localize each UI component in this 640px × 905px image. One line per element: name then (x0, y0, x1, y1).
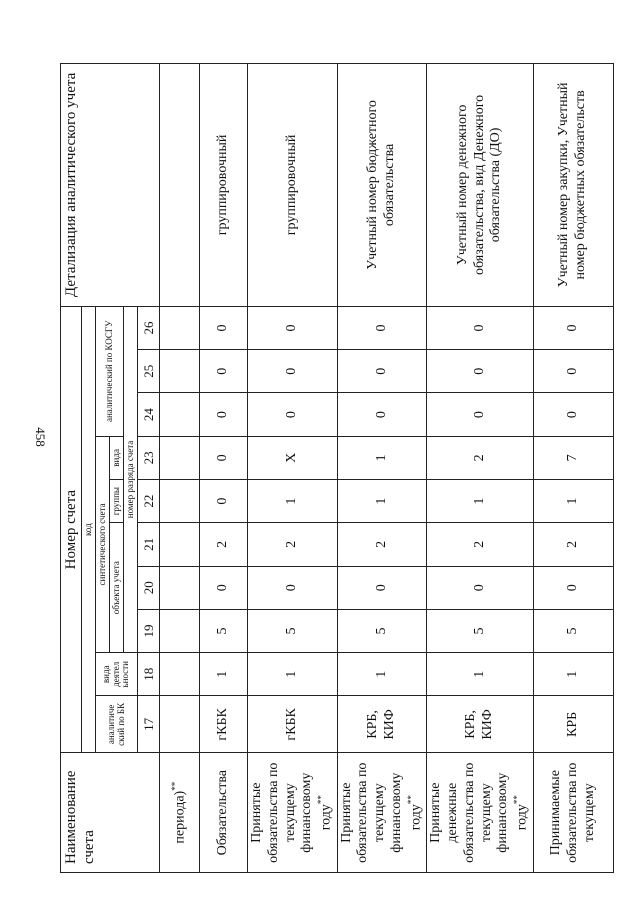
table-row (200, 64, 248, 873)
table-row (427, 64, 533, 873)
cell-17: КРБ, КИФ (337, 696, 427, 753)
header-razryad: номер разряда счета (124, 306, 138, 652)
cell-19: 5 (248, 609, 338, 652)
header-detail: Детализация аналитического учета (61, 64, 160, 307)
cell-24: 0 (248, 393, 338, 436)
digit-21: 21 (138, 523, 160, 566)
header-name: Наименование счета (61, 753, 160, 873)
cell-23: 1 (337, 436, 427, 479)
cell-21: 2 (533, 523, 613, 566)
row-name: Принятые обязательства по текущему финансовому году** (248, 753, 338, 873)
cell-26: 0 (427, 306, 533, 349)
cell-20: 0 (533, 566, 613, 609)
header-number: Номер счета (61, 306, 82, 753)
cell-18: 1 (248, 653, 338, 696)
digit-19: 19 (138, 609, 160, 652)
header-analytic-bk: аналитиче ский по БК (96, 696, 138, 753)
table-row (160, 64, 200, 873)
row-detail: Учетный номер закупки, Учетный номер бюджетных обязательств (533, 64, 613, 307)
cell-21: 2 (200, 523, 248, 566)
table-row (337, 64, 427, 873)
row-detail: группировочный (248, 64, 338, 307)
cell-19: 5 (533, 609, 613, 652)
rotated-table-wrapper (60, 63, 630, 873)
cell-22: 1 (427, 480, 533, 523)
cell-24: 0 (533, 393, 613, 436)
cell-22: 1 (248, 480, 338, 523)
digit-23: 23 (138, 436, 160, 479)
header-vid-deyat: вида деятел ьности (96, 653, 138, 696)
cell-20: 0 (248, 566, 338, 609)
header-vida: вида (110, 436, 124, 479)
row-name: периода)** (160, 753, 200, 873)
digit-18: 18 (138, 653, 160, 696)
cell-20: 0 (427, 566, 533, 609)
digit-24: 24 (138, 393, 160, 436)
digit-26: 26 (138, 306, 160, 349)
cell-22: 1 (533, 480, 613, 523)
header-kod: код (82, 306, 96, 753)
cell-18: 1 (200, 653, 248, 696)
cell-21: 2 (248, 523, 338, 566)
table-row (248, 64, 338, 873)
cell-18: 1 (533, 653, 613, 696)
cell-24: 0 (337, 393, 427, 436)
cell-17: гКБК (200, 696, 248, 753)
cell-22: 1 (337, 480, 427, 523)
header-synthetic: синтетического счета (96, 436, 110, 652)
row-detail: Учетный номер бюджетного обязательства (337, 64, 427, 307)
cell-21: 2 (337, 523, 427, 566)
row-name: Обязательства (200, 753, 248, 873)
row-name: Принимаемые обязательства по текущему (533, 753, 613, 873)
cell-19: 5 (200, 609, 248, 652)
header-gruppy: группы (110, 480, 124, 523)
digit-22: 22 (138, 480, 160, 523)
cell-25: 0 (533, 350, 613, 393)
cell-23: 7 (533, 436, 613, 479)
row-detail: группировочный (200, 64, 248, 307)
table-row (533, 64, 613, 873)
cell-25: 0 (248, 350, 338, 393)
cell-17: КРБ (533, 696, 613, 753)
digit-17: 17 (138, 696, 160, 753)
cell-19: 5 (427, 609, 533, 652)
row-detail: Учетный номер денежного обязательства, вид Денежного обязательства (ДО) (427, 64, 533, 307)
cell-18: 1 (337, 653, 427, 696)
header-kosgu: аналитический по КОСГУ (96, 306, 124, 436)
cell-22: 0 (200, 480, 248, 523)
cell-26: 0 (337, 306, 427, 349)
cell-25: 0 (200, 350, 248, 393)
cell-17: КРБ, КИФ (427, 696, 533, 753)
cell-26: 0 (248, 306, 338, 349)
cell-25: 0 (427, 350, 533, 393)
cell-17: гКБК (248, 696, 338, 753)
cell-18: 1 (427, 653, 533, 696)
cell-19: 5 (337, 609, 427, 652)
cell-25: 0 (337, 350, 427, 393)
digit-20: 20 (138, 566, 160, 609)
accounts-table (60, 63, 614, 873)
row-name: Принятые обязательства по текущему финансовому году** (337, 753, 427, 873)
digit-25: 25 (138, 350, 160, 393)
cell-21: 2 (427, 523, 533, 566)
page-number: 458 (33, 427, 48, 447)
cell-24: 0 (200, 393, 248, 436)
cell-20: 0 (200, 566, 248, 609)
cell-26: 0 (533, 306, 613, 349)
header-obj-ucheta: объекта учета (110, 523, 124, 653)
cell-20: 0 (337, 566, 427, 609)
row-name: Принятые денежные обязательства по текущему финансовому году** (427, 753, 533, 873)
cell-26: 0 (200, 306, 248, 349)
cell-23: 2 (427, 436, 533, 479)
cell-23: 0 (200, 436, 248, 479)
cell-24: 0 (427, 393, 533, 436)
cell-23: X (248, 436, 338, 479)
